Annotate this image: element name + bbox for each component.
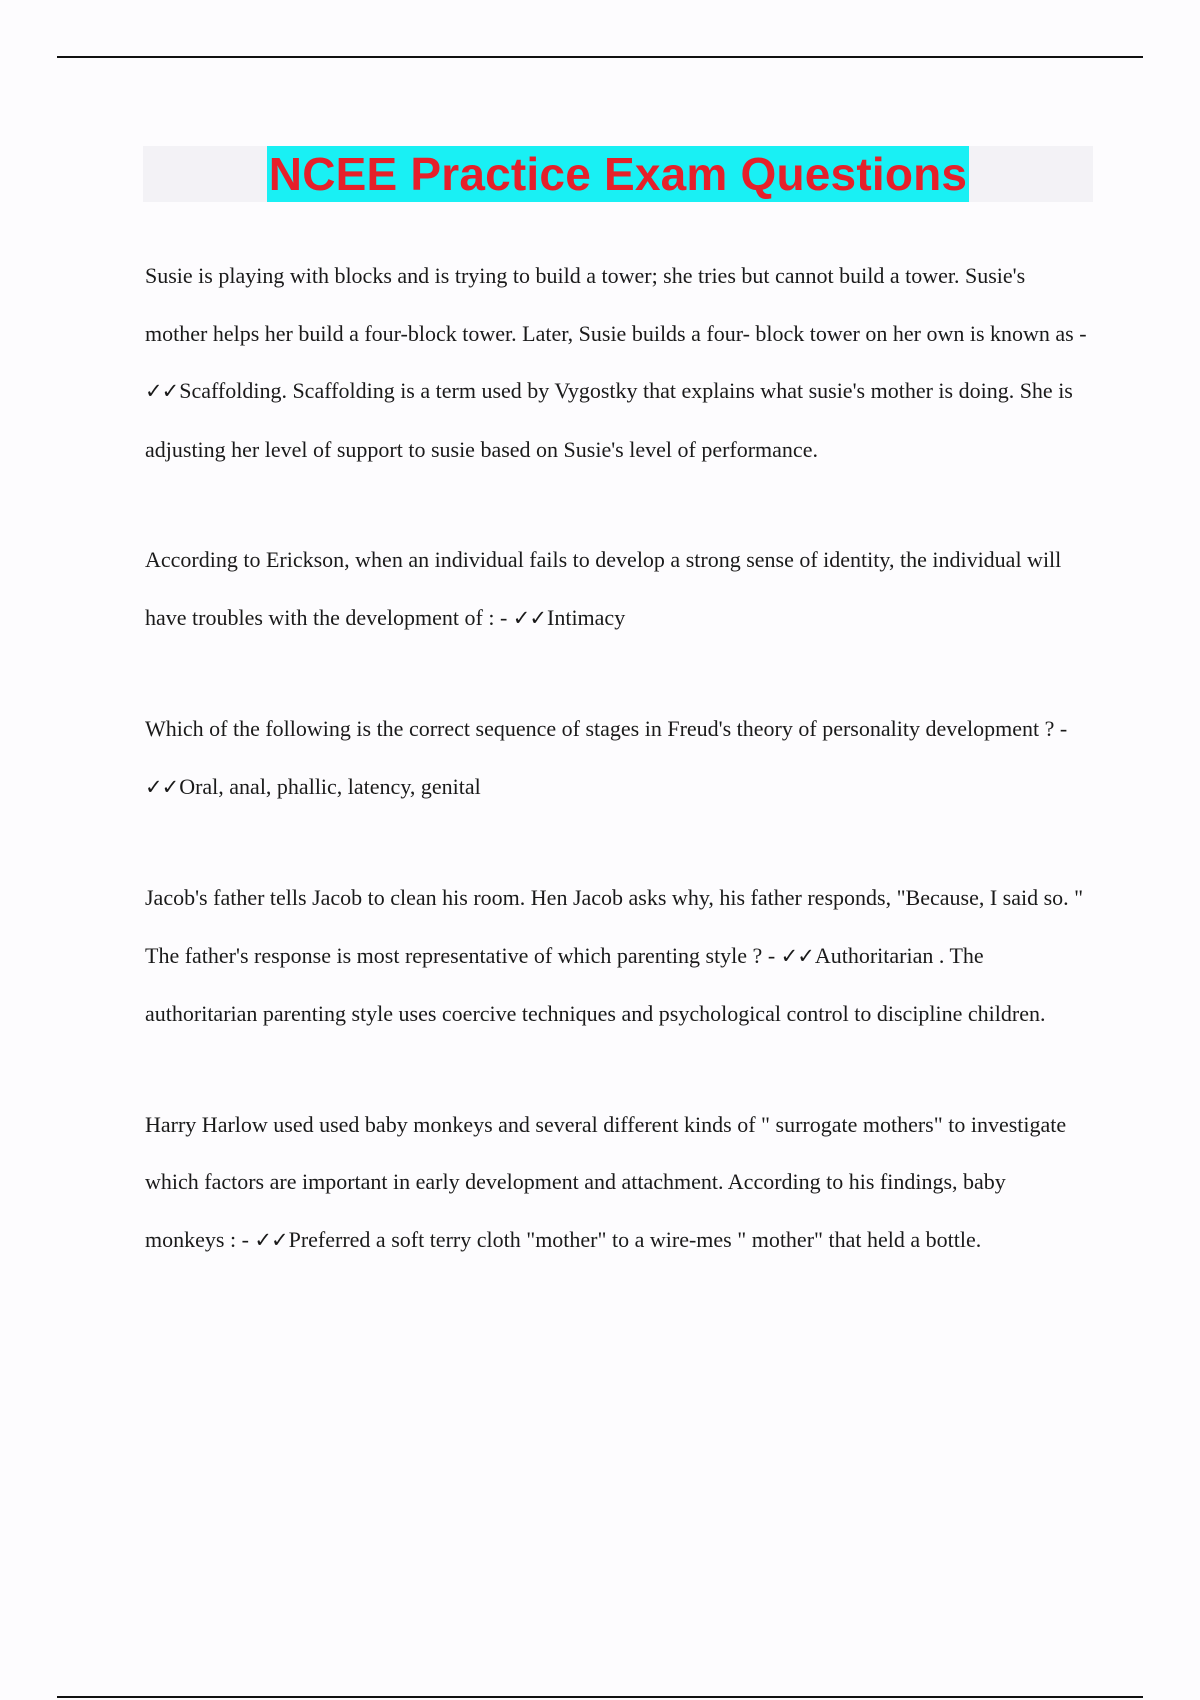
question-item [145,700,1090,816]
top-rule [57,56,1143,58]
title-container [0,146,1200,202]
answer-separator: - [1054,716,1068,741]
answer-text: Oral, anal, phallic, latency, genital [179,773,481,799]
answer-text: Authoritarian . The authoritarian parenting style uses coercive techniques and psychological control to discipline children. [145,942,1046,1026]
answer-separator: - [762,942,781,968]
double-check-icon: ✓✓ [254,1227,288,1252]
bottom-rule [57,1696,1143,1698]
question-text: Jacob's father tells Jacob to clean his room. Hen Jacob asks why, his father responds, "Because, I said so. " The father's response is most representative of which parenting style ? [145,885,1084,968]
answer-separator: - [1073,320,1087,346]
double-check-icon: ✓✓ [145,774,179,799]
question-text: Harry Harlow used used baby monkeys and several different kinds of " surrogate mothers" to investigate which factors are important in early development and attachment. According to his findings, baby monkeys : [145,1111,1067,1252]
question-text: Which of the following is the correct sequence of stages in Freud's theory of personality development ? [145,716,1055,741]
double-check-icon: ✓✓ [145,379,179,403]
answer-text: Scaffolding. Scaffolding is a term used by Vygostky that explains what susie's mother is doing. She is adjusting her level of support to susie based on Susie's level of performance. [145,378,1073,462]
question-item [145,869,1090,1043]
double-check-icon: ✓✓ [512,605,546,630]
double-check-icon: ✓✓ [780,943,814,968]
question-list [145,247,1090,1269]
question-text: Susie is playing with blocks and is trying to build a tower; she tries but cannot build a tower. Susie's mother helps her build a four-block tower. Later, Susie builds a four- block tower on her own is known as [145,263,1074,346]
answer-text: Intimacy [547,604,626,630]
answer-text: Preferred a soft terry cloth "mother" to a wire-mes " mother" that held a bottle. [288,1226,982,1252]
question-text: According to Erickson, when an individual fails to develop a strong sense of identity, the individual will have troubles with the development of : [145,547,1062,630]
question-item [145,247,1090,478]
answer-separator: - [494,604,513,630]
question-item [145,1096,1090,1270]
document-title: NCEE Practice Exam Questions [268,148,968,200]
answer-separator: - [236,1226,255,1252]
question-item [145,531,1090,647]
